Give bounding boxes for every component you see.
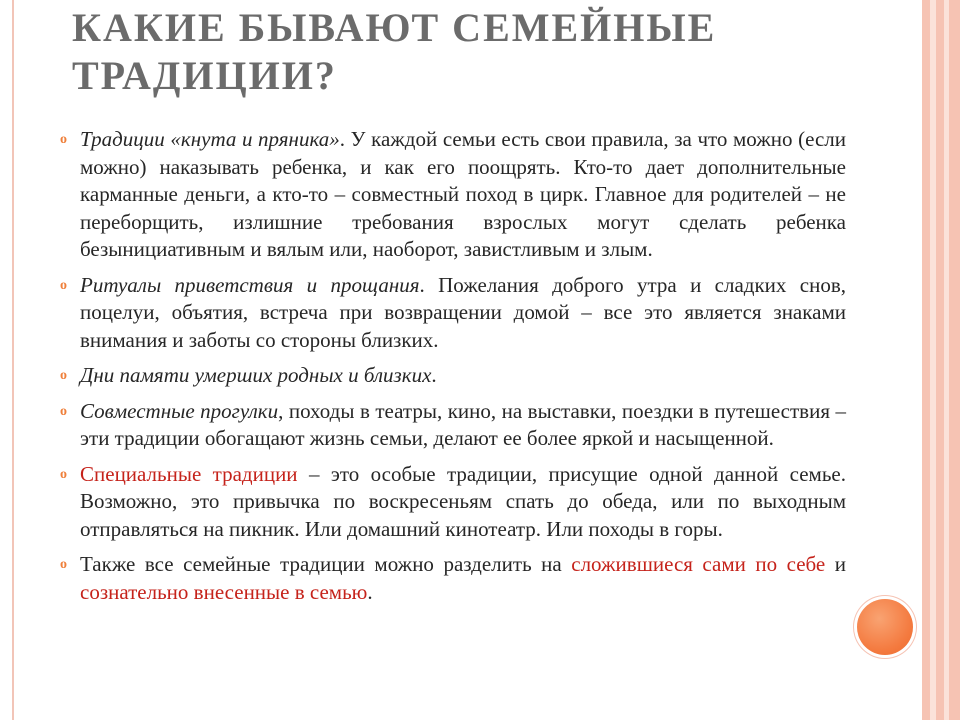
- bullet-text: Также все семейные традиции можно разделить на: [80, 552, 572, 576]
- slide-title-line-2: ТРАДИЦИИ?: [72, 53, 337, 98]
- bullet-text-end: .: [367, 579, 373, 604]
- bullet-lead: Ритуалы приветствия и прощания: [80, 272, 420, 297]
- bullet-highlight-established: сложившиеся сами по себе: [571, 552, 826, 576]
- bullet-text: – это особые традиции, присущие одной данной семье. Возможно, это привычка по воскресеньям спать до обеда, или по выходным отправляться на пикник. Или домашний кинотеатр. Или походы в горы.: [80, 461, 846, 541]
- bullet-marker-icon: o: [60, 466, 67, 482]
- frame-right-panel: [922, 0, 960, 720]
- bullet-item-joint-walks: [60, 398, 846, 453]
- bullet-item-special-traditions: [60, 461, 846, 544]
- bullet-text: .: [431, 363, 437, 387]
- bullet-text: . У каждой семьи есть свои правила, за что можно (если можно) наказывать ребенка, и как его поощрять. Кто-то дает дополнительные карманные деньги, а кто-то – совместный поход в цирк. Главное для родителей – не переборщить, излишние требования взрослых могут сделать ребенка безынициативным и вялым или, наоборот, завистливым и злым.: [80, 127, 846, 261]
- bullet-item-carrot-and-stick: [60, 126, 846, 264]
- bullet-marker-icon: o: [60, 557, 67, 572]
- bullet-marker-icon: o: [60, 132, 67, 147]
- bullet-marker-icon: o: [60, 368, 67, 383]
- bullet-item-greeting-rituals: [60, 272, 846, 355]
- bullet-text-middle: и: [825, 552, 846, 576]
- bullet-text: . Пожелания доброго утра и сладких снов, поцелуи, объятия, встреча при возвращении домой – все это является знаками внимания и заботы со стороны близких.: [80, 272, 846, 352]
- bullet-list: [60, 126, 846, 614]
- bullet-item-classification: [60, 551, 846, 606]
- slide-title-line-1: КАКИЕ БЫВАЮТ СЕМЕЙНЫЕ: [72, 5, 717, 50]
- slide-title: [72, 4, 892, 100]
- frame-right-stripe-2: [944, 0, 949, 720]
- bullet-marker-icon: o: [60, 403, 67, 419]
- bullet-lead: Традиции «кнута и пряника»: [80, 127, 340, 151]
- bullet-item-memorial-days: [60, 362, 846, 390]
- frame-right-stripe: [930, 0, 936, 720]
- bullet-lead: Дни памяти умерших родных и близких: [80, 363, 432, 387]
- bullet-lead: Совместные прогулки: [80, 398, 279, 423]
- bullet-lead: Специальные традиции: [80, 461, 298, 486]
- decorative-circle-icon: [857, 599, 913, 655]
- frame-left-line: [12, 0, 14, 720]
- bullet-text: , походы в театры, кино, на выставки, поездки в путешествия – эти традиции обогащают жизнь семьи, делают ее более яркой и насыщенной.: [80, 398, 846, 450]
- bullet-highlight-introduced: сознательно внесенные в семью: [80, 579, 368, 604]
- bullet-marker-icon: o: [60, 277, 67, 293]
